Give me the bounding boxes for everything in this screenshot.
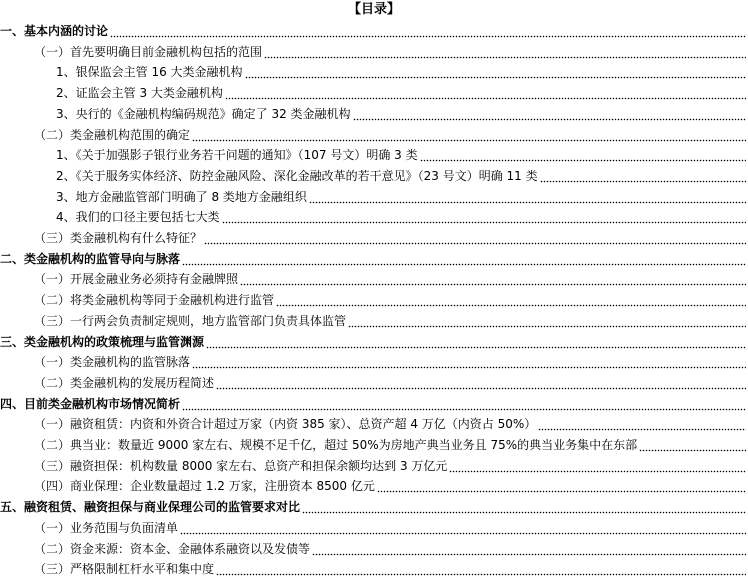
toc-entry-label: 四、目前类金融机构市场情况简析 — [0, 396, 181, 411]
toc-title: 【目录】 — [347, 2, 400, 17]
dot-leader — [264, 50, 746, 60]
dot-leader — [309, 195, 746, 205]
toc-subsection-entry[interactable] — [0, 269, 748, 289]
toc-section-heading[interactable] — [0, 332, 748, 352]
toc-entry-label: （四）商业保理：企业数量超过 1.2 万家，注册资本 8500 亿元 — [34, 479, 375, 494]
dot-leader — [240, 277, 746, 287]
toc-entry-label: （三）融资担保：机构数量 8000 家左右、总资产和担保余额均达到 3 万亿元 — [34, 458, 448, 473]
dot-leader — [540, 174, 746, 184]
dot-leader — [353, 112, 746, 122]
dot-leader — [225, 91, 746, 101]
toc-subsection-entry[interactable] — [0, 518, 748, 538]
toc-entry-label: （二）类金融机构范围的确定 — [34, 127, 191, 142]
dot-leader — [377, 484, 746, 494]
dot-leader — [182, 402, 746, 412]
toc-subsection-entry[interactable] — [0, 476, 748, 496]
dot-leader — [276, 298, 746, 308]
toc-entry-label: （二）资金来源：资本金、金融体系融资以及发债等 — [34, 541, 311, 556]
dot-leader — [245, 70, 746, 80]
toc-entry-label: （三）一行两会负责制定规则，地方监管部门负责具体监管 — [34, 313, 347, 328]
dot-leader — [639, 443, 746, 453]
toc-entry-label: 1、《关于加强影子银行业务若干问题的通知》（107 号文）明确 3 类 — [56, 148, 418, 163]
dot-leader — [449, 464, 746, 474]
toc-entry-label: （一）融资租赁：内资和外资合计超过万家（内资 385 家）、总资产超 4 万亿（内资占 50%） — [34, 417, 537, 432]
toc-entry-label: （二）典当业：数量近 9000 家左右、规模不足千亿，超过 50%为房地产典当业务且 75%的典当业务集中在东部 — [34, 438, 638, 452]
dot-leader — [216, 381, 746, 391]
toc-section-heading[interactable] — [0, 249, 748, 269]
toc-entry-label: （二）类金融机构的发展历程简述 — [34, 375, 215, 390]
toc-entry-label: 1、银保监会主管 16 大类金融机构 — [56, 65, 243, 80]
toc-item-entry[interactable] — [0, 104, 748, 124]
toc-item-entry[interactable] — [0, 145, 748, 165]
toc-entry-label: （一）业务范围与负面清单 — [34, 520, 179, 535]
toc-subsection-entry[interactable] — [0, 559, 748, 579]
toc-subsection-entry[interactable] — [0, 456, 748, 476]
toc-entry-label: 2、《关于服务实体经济、防控金融风险、深化金融改革的若干意见》（23 号文）明确 11 类 — [56, 168, 538, 183]
dot-leader — [312, 547, 746, 557]
dot-leader — [204, 236, 746, 246]
dot-leader — [192, 133, 746, 143]
toc-entry-label: 二、类金融机构的监管导向与脉落 — [0, 251, 181, 266]
toc-section-heading[interactable] — [0, 497, 748, 517]
dot-leader — [302, 505, 746, 515]
toc-subsection-entry[interactable] — [0, 539, 748, 559]
toc-subsection-entry[interactable] — [0, 228, 748, 248]
toc-entry-label: 3、央行的《金融机构编码规范》确定了 32 类金融机构 — [56, 106, 351, 121]
dot-leader — [420, 153, 746, 163]
toc-entry-label: （三）类金融机构有什么特征？ — [34, 231, 203, 245]
dot-leader — [216, 567, 746, 577]
toc-entry-label: （一）首先要明确目前金融机构包括的范围 — [34, 44, 263, 59]
toc-entry-label: （二）将类金融机构等同于金融机构进行监管 — [34, 293, 275, 308]
dot-leader — [222, 215, 746, 225]
toc-subsection-entry[interactable] — [0, 352, 748, 372]
dot-leader — [180, 526, 746, 536]
toc-entry-label: （一）类金融机构的监管脉落 — [34, 355, 191, 370]
dot-leader — [182, 257, 746, 267]
toc-item-entry[interactable] — [0, 187, 748, 207]
toc-entry-label: （一）开展金融业务必须持有金融牌照 — [34, 272, 239, 287]
toc-entry-label: 4、我们的口径主要包括七大类 — [56, 210, 220, 225]
toc-entry-label: 3、地方金融监管部门明确了 8 类地方金融组织 — [56, 189, 307, 204]
toc-subsection-entry[interactable] — [0, 42, 748, 62]
toc-subsection-entry[interactable] — [0, 311, 748, 331]
toc-item-entry[interactable] — [0, 166, 748, 186]
dot-leader — [110, 29, 746, 39]
dot-leader — [206, 340, 746, 350]
dot-leader — [538, 422, 746, 432]
toc-item-entry[interactable] — [0, 83, 748, 103]
toc-section-heading[interactable] — [0, 394, 748, 414]
toc-entry-label: 2、证监会主管 3 大类金融机构 — [56, 86, 223, 101]
dot-leader — [348, 319, 746, 329]
dot-leader — [192, 360, 746, 370]
toc-entry-label: 三、类金融机构的政策梳理与监管渊源 — [0, 334, 205, 349]
toc-subsection-entry[interactable] — [0, 414, 748, 434]
toc-subsection-entry[interactable] — [0, 125, 748, 145]
toc-item-entry[interactable] — [0, 62, 748, 82]
toc-subsection-entry[interactable] — [0, 373, 748, 393]
toc-subsection-entry[interactable] — [0, 435, 748, 455]
toc-item-entry[interactable] — [0, 207, 748, 227]
toc-entry-label: （三）严格限制杠杆水平和集中度 — [34, 562, 215, 577]
toc-subsection-entry[interactable] — [0, 290, 748, 310]
toc-section-heading[interactable] — [0, 21, 748, 41]
toc-entry-label: 一、基本内涵的讨论 — [0, 24, 109, 38]
toc-entry-label: 五、融资租赁、融资担保与商业保理公司的监管要求对比 — [0, 500, 301, 515]
